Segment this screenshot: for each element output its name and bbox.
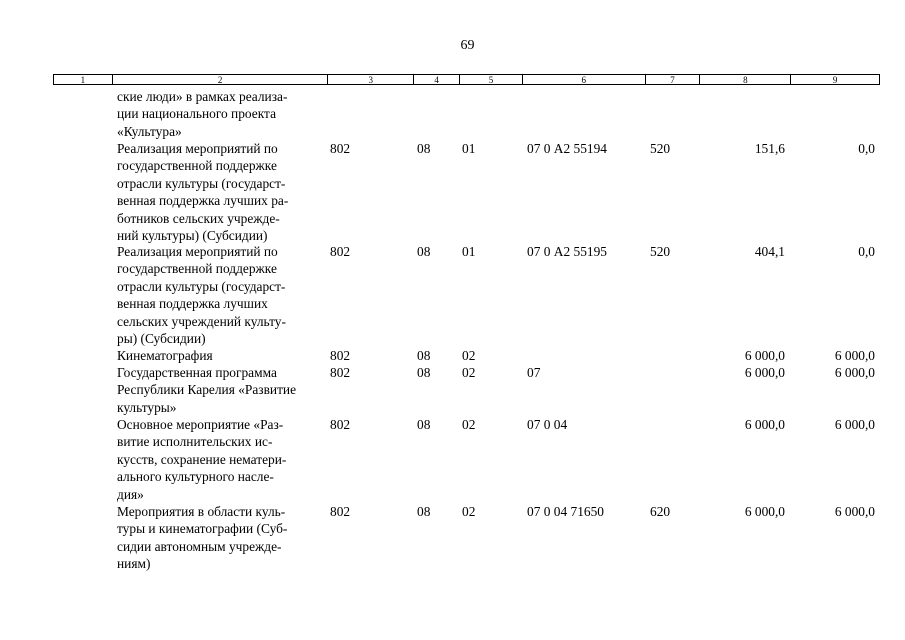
column-header-5: 5 bbox=[459, 75, 522, 84]
row-name-line: витие исполнительских ис- bbox=[117, 434, 273, 450]
admin-code: 802 bbox=[330, 141, 351, 156]
section-code: 08 bbox=[417, 365, 431, 380]
subsection-code: 02 bbox=[462, 417, 476, 432]
section-code: 08 bbox=[417, 348, 431, 363]
amount-col-9: 6 000,0 bbox=[834, 348, 875, 363]
column-header-2: 2 bbox=[112, 75, 327, 84]
row-name-line: Кинематография bbox=[117, 348, 213, 363]
row-name-line: сельских учреждений культу- bbox=[117, 313, 286, 329]
amount-col-8: 6 000,0 bbox=[744, 348, 785, 363]
row-name bbox=[117, 140, 327, 244]
column-header-4: 4 bbox=[413, 75, 459, 84]
row-name bbox=[117, 88, 327, 140]
column-header-6: 6 bbox=[522, 75, 645, 84]
row-name-line: венная поддержка лучших ра- bbox=[117, 193, 289, 209]
section-code: 08 bbox=[417, 504, 431, 519]
amount-col-8: 6 000,0 bbox=[744, 417, 785, 432]
amount-col-8: 404,1 bbox=[754, 244, 785, 259]
expense-type: 520 bbox=[650, 141, 671, 156]
page-number: 69 bbox=[460, 38, 475, 53]
row-name-line: ального культурного насле- bbox=[117, 469, 274, 485]
row-name-line: Мероприятия в области куль- bbox=[117, 504, 286, 519]
admin-code: 802 bbox=[330, 417, 351, 432]
section-code: 08 bbox=[417, 244, 431, 259]
subsection-code: 02 bbox=[462, 365, 476, 380]
admin-code: 802 bbox=[330, 348, 351, 363]
row-name-line: отрасли культуры (государст- bbox=[117, 175, 286, 191]
expense-type: 520 bbox=[650, 244, 671, 259]
amount-col-8: 6 000,0 bbox=[744, 504, 785, 519]
row-name bbox=[117, 347, 327, 364]
row-name bbox=[117, 503, 327, 573]
column-header-8: 8 bbox=[699, 75, 790, 84]
target-article: 07 0 04 bbox=[527, 417, 568, 432]
amount-col-9: 6 000,0 bbox=[834, 504, 875, 519]
row-name-line: Основное мероприятие «Раз- bbox=[117, 417, 284, 432]
amount-col-9: 6 000,0 bbox=[834, 417, 875, 432]
expense-type: 620 bbox=[650, 504, 671, 519]
admin-code: 802 bbox=[330, 365, 351, 380]
column-header-3: 3 bbox=[327, 75, 413, 84]
table-header bbox=[53, 74, 880, 85]
amount-col-8: 151,6 bbox=[754, 141, 785, 156]
admin-code: 802 bbox=[330, 504, 351, 519]
column-header-9: 9 bbox=[790, 75, 879, 84]
row-name-line: кусств, сохранение нематери- bbox=[117, 451, 287, 467]
amount-col-8: 6 000,0 bbox=[744, 365, 785, 380]
row-name-line: культуры» bbox=[117, 399, 177, 415]
row-name-line: ские люди» в рамках реализа- bbox=[117, 89, 288, 104]
target-article: 07 0 А2 55195 bbox=[527, 244, 607, 259]
subsection-code: 02 bbox=[462, 504, 476, 519]
subsection-code: 01 bbox=[462, 244, 476, 259]
subsection-code: 02 bbox=[462, 348, 476, 363]
amount-col-9: 0,0 bbox=[858, 141, 875, 156]
amount-col-9: 6 000,0 bbox=[834, 365, 875, 380]
row-name-line: Республики Карелия «Развитие bbox=[117, 382, 297, 398]
row-name bbox=[117, 243, 327, 347]
amount-col-9: 0,0 bbox=[858, 244, 875, 259]
row-name-line: венная поддержка лучших bbox=[117, 296, 268, 312]
row-name-line: ний культуры) (Субсидии) bbox=[117, 228, 268, 244]
row-name-line: «Культура» bbox=[117, 123, 182, 139]
row-name bbox=[117, 416, 327, 503]
row-name-line: ции национального проекта bbox=[117, 106, 277, 122]
row-name bbox=[117, 364, 327, 416]
row-name-line: туры и кинематографии (Суб- bbox=[117, 521, 288, 537]
row-name-line: Реализация мероприятий по bbox=[117, 244, 278, 259]
row-name-line: ботников сельских учрежде- bbox=[117, 210, 280, 226]
section-code: 08 bbox=[417, 417, 431, 432]
target-article: 07 0 04 71650 bbox=[527, 504, 604, 519]
target-article: 07 bbox=[527, 365, 541, 380]
row-name-line: государственной поддержке bbox=[117, 261, 277, 277]
row-name-line: дия» bbox=[117, 486, 144, 502]
row-name-line: ры) (Субсидии) bbox=[117, 331, 206, 347]
section-code: 08 bbox=[417, 141, 431, 156]
row-name-line: отрасли культуры (государст- bbox=[117, 278, 286, 294]
row-name-line: государственной поддержке bbox=[117, 158, 277, 174]
target-article: 07 0 А2 55194 bbox=[527, 141, 607, 156]
subsection-code: 01 bbox=[462, 141, 476, 156]
row-name-line: ниям) bbox=[117, 556, 151, 572]
row-name-line: Государственная программа bbox=[117, 365, 277, 380]
column-header-7: 7 bbox=[645, 75, 700, 84]
row-name-line: сидии автономным учрежде- bbox=[117, 538, 282, 554]
row-name-line: Реализация мероприятий по bbox=[117, 141, 278, 156]
admin-code: 802 bbox=[330, 244, 351, 259]
column-header-1: 1 bbox=[80, 75, 86, 85]
